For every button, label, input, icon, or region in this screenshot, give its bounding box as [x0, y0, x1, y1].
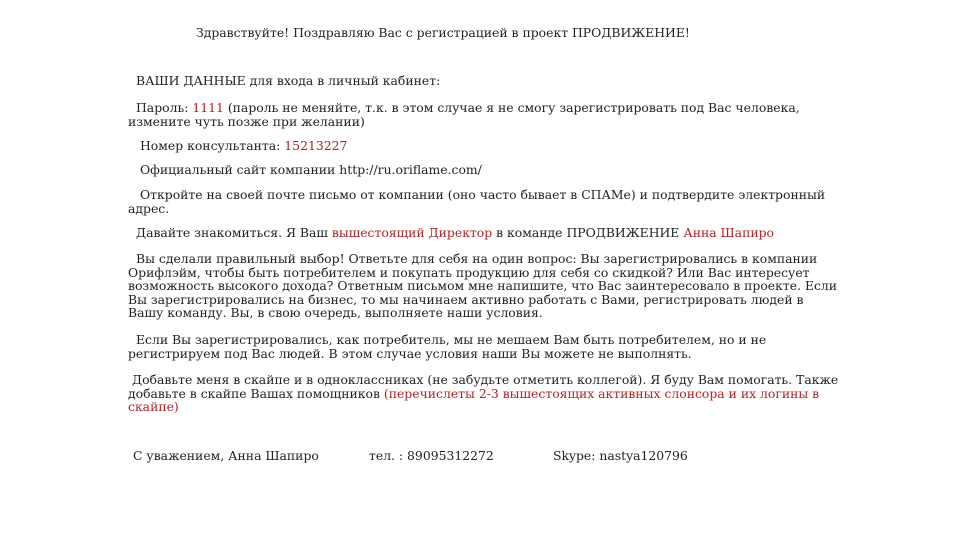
- intro-paragraph: [128, 226, 840, 240]
- password-label: Пароль:: [136, 100, 189, 115]
- consultant-paragraph: [128, 139, 840, 153]
- skype-paragraph: [128, 373, 840, 414]
- password-value: 1111: [192, 100, 224, 115]
- signature-regards: С уважением, Анна Шапиро: [133, 448, 319, 463]
- site-label: Официальный сайт компании: [140, 162, 336, 177]
- consultant-number: 15213227: [284, 138, 348, 153]
- password-note: (пароль не меняйте, т.к. в этом случае я не смогу зарегистрировать под Вас человека, измените чуть позже при желании): [128, 100, 800, 129]
- intro-middle: в команде ПРОДВИЖЕНИЕ: [496, 225, 680, 240]
- intro-prefix: Давайте знакомиться. Я Ваш: [136, 225, 328, 240]
- signature-phone: тел. : 89095312272: [369, 448, 494, 463]
- skype-paragraph-highlight: (перечислеты 2-3 вышестоящих активных слонсора и их логины в скайпе): [128, 385, 820, 414]
- director-title: вышестоящий Директор: [331, 225, 493, 240]
- greeting: Здравствуйте! Поздравляю Вас с регистрацией в проект ПРОДВИЖЕНИЕ!: [196, 25, 690, 40]
- site-url[interactable]: http://ru.oriflame.com/: [339, 162, 482, 177]
- consumer-paragraph: Если Вы зарегистрировались, как потребитель, мы не мешаем Вам быть потребителем, но и не регистрируем под Вас людей. В этом случае условия наши Вы можете не выполнять.: [128, 332, 767, 361]
- director-name: Анна Шапиро: [683, 225, 774, 240]
- consultant-label: Номер консультанта:: [140, 138, 281, 153]
- login-header: ВАШИ ДАННЫЕ для входа в личный кабинет:: [136, 73, 441, 88]
- password-paragraph: [128, 101, 840, 128]
- site-paragraph: [128, 163, 840, 177]
- signature-skype: Skype: nastya120796: [553, 448, 688, 463]
- question-paragraph: Вы сделали правильный выбор! Ответьте для себя на один вопрос: Вы зарегистрировались в компании Орифлэйм, чтобы быть потребителем и покупать продукцию для себя со скидкой? Или Вас интересует возможность высокого дохода? Ответным письмом мне напишите, что Вас заинтересовало в проекте. Если Вы зарегистрировались на бизнес, то мы начинаем активно работать с Вами, регистрировать людей в Вашу команду. Вы, в свою очередь, выполняете наши условия.: [128, 251, 838, 320]
- confirm-email-paragraph: Откройте на своей почте письмо от компании (оно часто бывает в СПАМе) и подтвердите электронный адрес.: [128, 187, 826, 216]
- skype-paragraph-text: Добавьте меня в скайпе и в одноклассниках (не забудьте отметить коллегой). Я буду Вам помогать. Также добавьте в скайпе Вашах помощников: [128, 372, 839, 401]
